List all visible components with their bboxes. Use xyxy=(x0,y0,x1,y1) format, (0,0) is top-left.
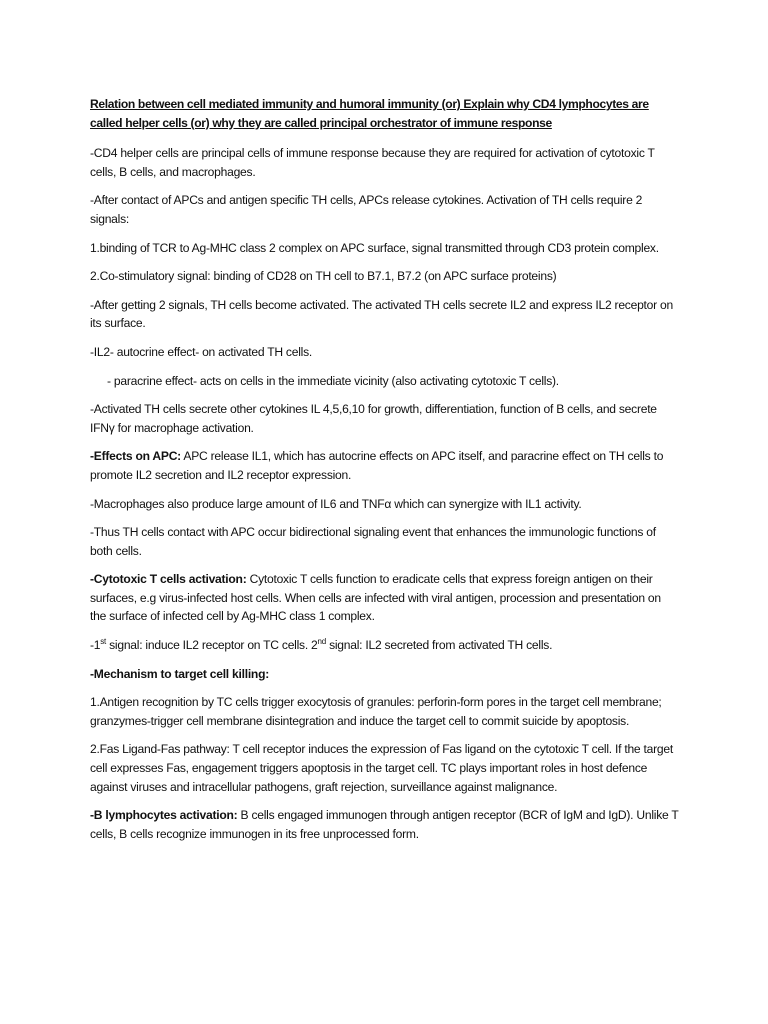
paragraph-apc-contact: -After contact of APCs and antigen specific TH cells, APCs release cytokines. Activation of TH cells require 2 signals: xyxy=(90,193,643,226)
cytotoxic-activation-text: Cytotoxic T cells function to eradicate cells that express foreign antigen on their surfaces, e.g virus-infected host cells. When cells are infected with viral antigen, procession and presentation on the surface of infected cell by Ag-MHC class 1 complex. xyxy=(90,572,661,624)
tc-signals-superscript-nd: nd xyxy=(317,637,326,647)
paragraph-il2-autocrine: -IL2- autocrine effect- on activated TH cells. xyxy=(90,344,312,359)
paragraph-cd4-helper-cells: -CD4 helper cells are principal cells of immune response because they are required for activation of cytotoxic T cells, B cells, and macrophages. xyxy=(90,146,655,179)
document-body xyxy=(90,95,680,853)
mechanism-heading-label: -Mechanism to target cell killing: xyxy=(90,666,269,681)
tc-signals-superscript-st: st xyxy=(100,637,106,647)
b-lymphocytes-text: B cells engaged immunogen through antigen receptor (BCR of IgM and IgD). Unlike T cells, B cells recognize immunogen in its free unprocessed form. xyxy=(90,808,679,841)
paragraph-antigen-recognition: 1.Antigen recognition by TC cells trigger exocytosis of granules: perforin-form pores in the target cell membrane; granzymes-trigger cell membrane disintegration and induce the target cell to commit suicide by apoptosis. xyxy=(90,695,662,728)
effects-on-apc-text: APC release IL1, which has autocrine effects on APC itself, and paracrine effect on TH cells to promote IL2 secretion and IL2 receptor expression. xyxy=(90,449,664,482)
paragraph-other-cytokines: -Activated TH cells secrete other cytokines IL 4,5,6,10 for growth, differentiation, function of B cells, and secrete IFNγ for macrophage activation. xyxy=(90,402,657,435)
paragraph-tc-signals xyxy=(90,636,680,655)
tc-signals-part-c: signal: IL2 secreted from activated TH cells. xyxy=(325,638,553,653)
paragraph-signal-1: 1.binding of TCR to Ag-MHC class 2 complex on APC surface, signal transmitted through CD3 protein complex. xyxy=(90,240,659,255)
cytotoxic-activation-label: -Cytotoxic T cells activation: xyxy=(90,572,247,587)
paragraph-bidirectional-signaling: -Thus TH cells contact with APC occur bidirectional signaling event that enhances the immunologic functions of both cells. xyxy=(90,525,656,558)
tc-signals-part-a: -1 xyxy=(90,638,101,653)
paragraph-th-activation: -After getting 2 signals, TH cells become activated. The activated TH cells secrete IL2 and express IL2 receptor on its surface. xyxy=(90,297,673,331)
tc-signals-part-b: signal: induce IL2 receptor on TC cells. 2 xyxy=(106,638,318,653)
paragraph-signal-2: 2.Co-stimulatory signal: binding of CD28 on TH cell to B7.1, B7.2 (on APC surface proteins) xyxy=(90,269,557,284)
paragraph-il2-paracrine: - paracrine effect- acts on cells in the immediate vicinity (also activating cytotoxic T cells). xyxy=(107,373,559,388)
paragraph-fas-pathway: 2.Fas Ligand-Fas pathway: T cell receptor induces the expression of Fas ligand on the cytotoxic T cell. If the target cell expresses Fas, engagement triggers apoptosis in the target cell. TC plays important roles in host defence against viruses and intracellular pathogens, graft rejection, surveillance against malignance. xyxy=(90,742,673,794)
paragraph-effects-on-apc xyxy=(90,447,680,484)
b-lymphocytes-label: -B lymphocytes activation: xyxy=(90,808,238,823)
paragraph-cytotoxic-activation xyxy=(90,570,680,626)
paragraph-macrophages: -Macrophages also produce large amount of IL6 and TNFα which can synergize with IL1 activity. xyxy=(90,496,582,511)
paragraph-b-lymphocytes xyxy=(90,806,680,843)
paragraph-mechanism-heading xyxy=(90,665,680,684)
effects-on-apc-label: -Effects on APC: xyxy=(90,449,181,464)
document-title: Relation between cell mediated immunity and humoral immunity (or) Explain why CD4 lymphocytes are called helper cells (or) why they are called principal orchestrator of immune response xyxy=(90,97,649,130)
